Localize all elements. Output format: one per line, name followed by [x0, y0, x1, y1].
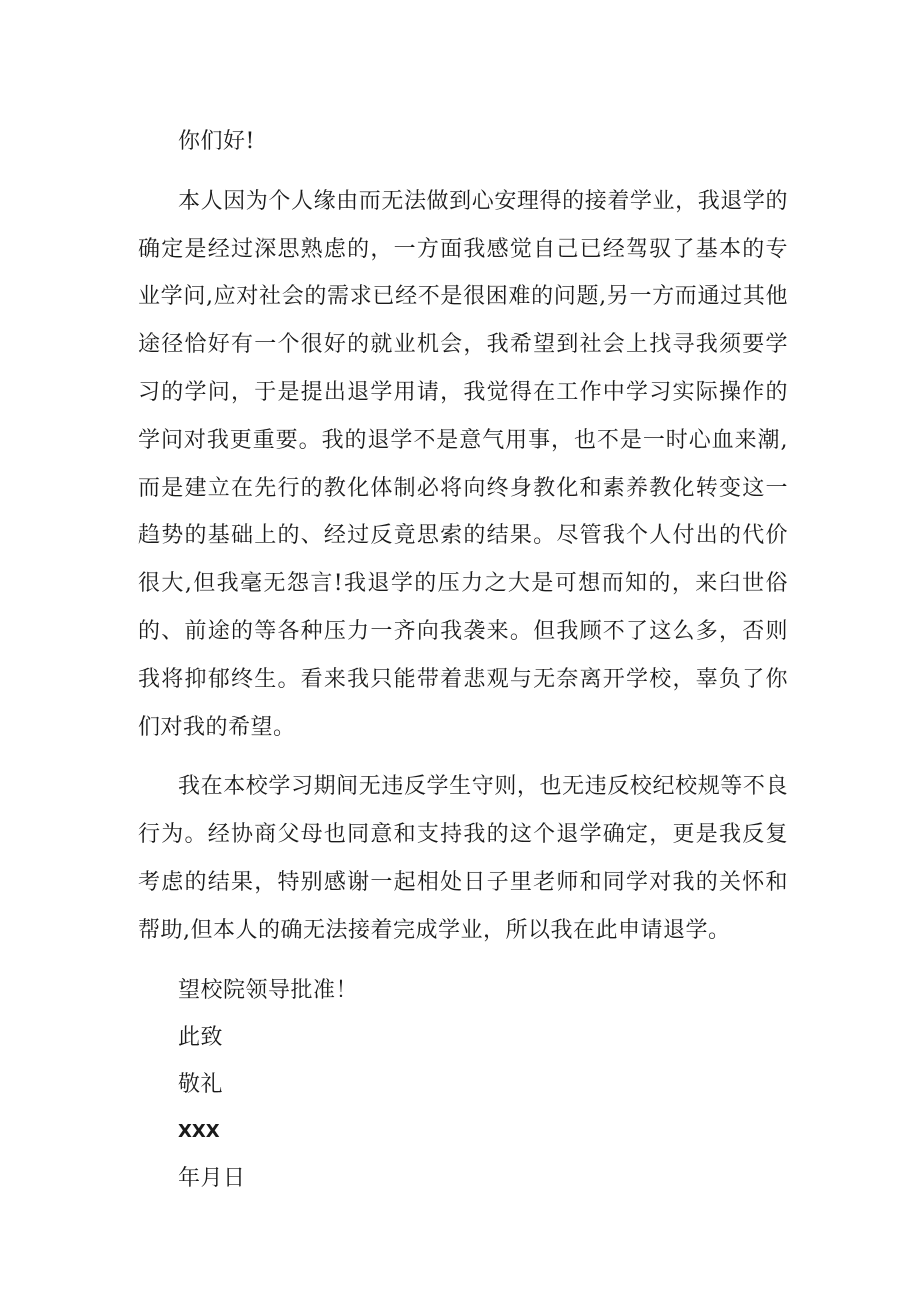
- body-paragraph-reasons: 本人因为个人缘由而无法做到心安理得的接着学业，我退学的确定是经过深思熟虑的，一方面我感觉自己已经驾驭了基本的专业学问,应对社会的需求已经不是很困难的问题,另一方而通过其他途径恰好有一个很好的就业机会，我希望到社会上找寻我须要学习的学问，于是提出退学用请，我觉得在工作中学习实际操作的学问对我更重要。我的退学不是意气用事，也不是一时心血来潮,而是建立在先行的教化体制必将向终身教化和素养教化转变这一趋势的基础上的、经过反竟思索的结果。尽管我个人付出的代价很大,但我毫无怨言!我退学的压力之大是可想而知的，来臼世俗的、前途的等各种压力一齐向我袭来。但我顾不了这么多，否则我将抑郁终生。看来我只能带着悲观与无奈离开学校，辜负了你们对我的希望。: [138, 188, 788, 740]
- approval-request: 望校院领导批准！: [178, 977, 359, 1003]
- closing-salutation-1: 此致: [178, 1024, 224, 1050]
- letter-page: [138, 118, 788, 1202]
- body-paragraph-conduct: 我在本校学习期间无违反学生守则，也无违反校纪校规等不良行为。经协商父母也同意和支持我的这个退学确定，更是我反复考虑的结果，特别感谢一起相处日子里老师和同学对我的关怀和帮助,但本人的确无法接着完成学业，所以我在此申请退学。: [138, 774, 788, 943]
- signature: XXX: [178, 1120, 220, 1142]
- date-line: 年月日: [178, 1165, 246, 1191]
- closing-salutation-2: 敬礼: [178, 1071, 224, 1097]
- greeting: 你们好!: [178, 129, 255, 154]
